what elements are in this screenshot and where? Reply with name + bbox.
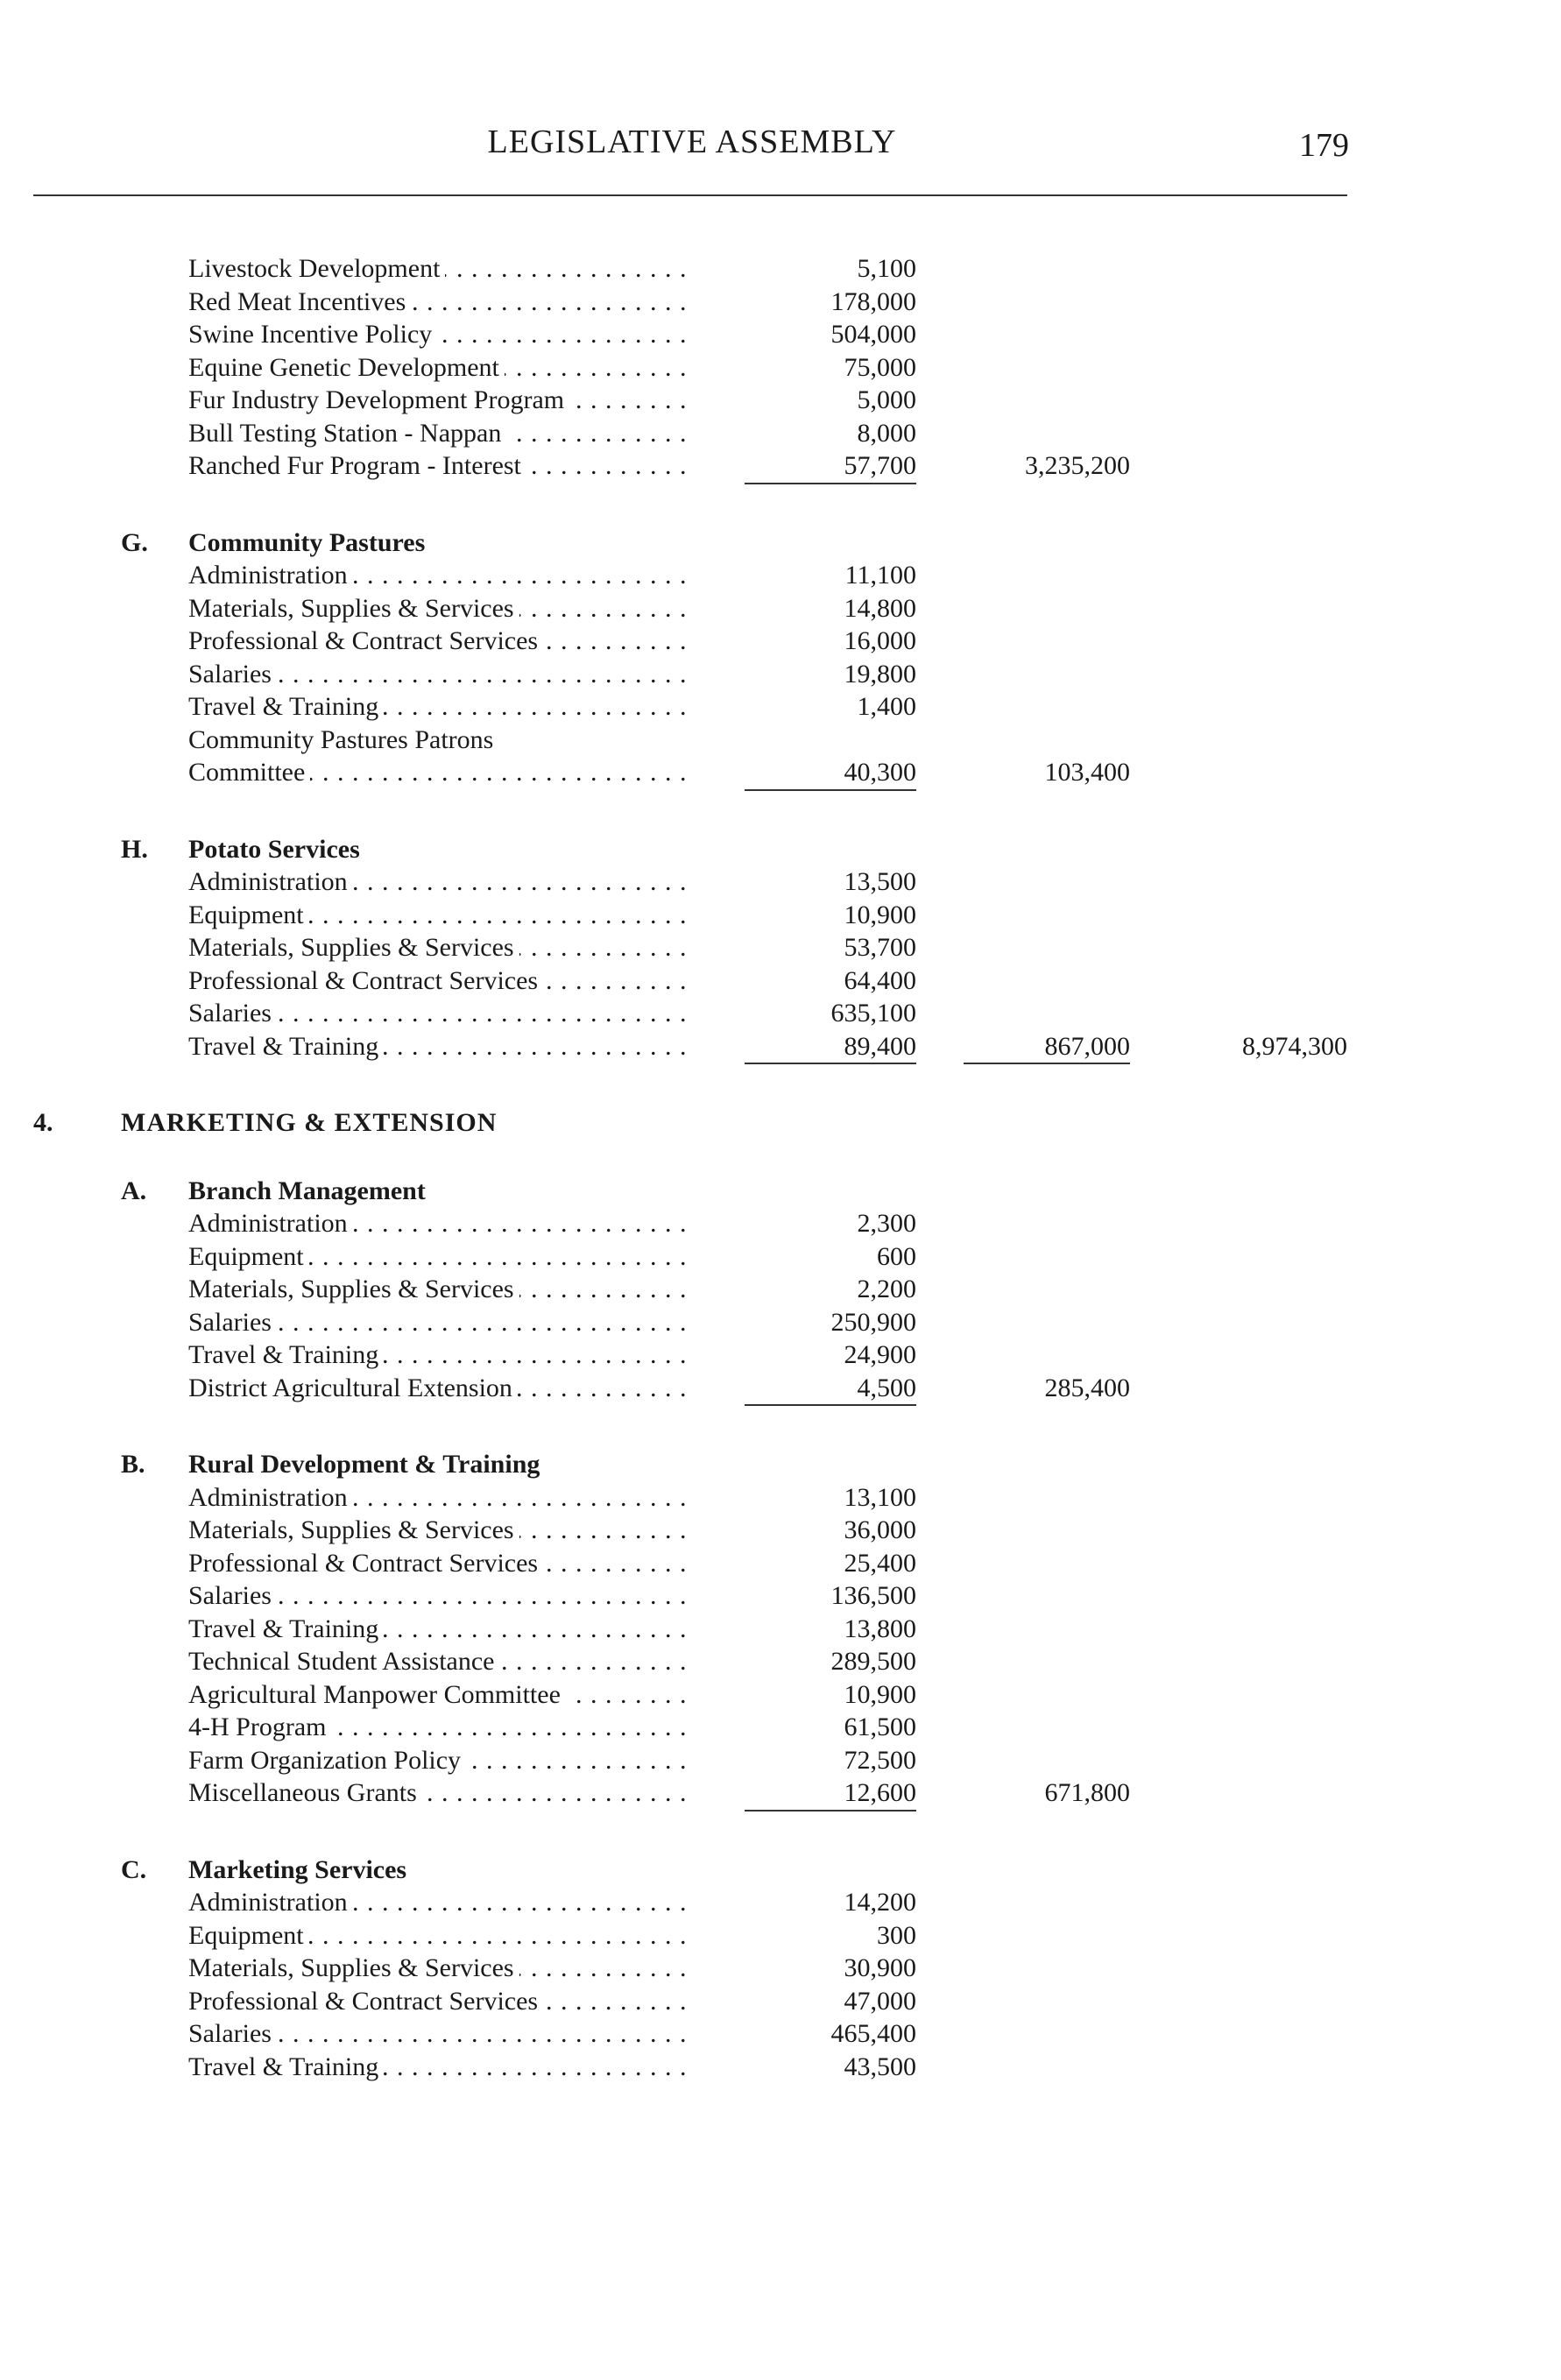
item-amount: 504,000 — [830, 320, 916, 349]
item-amount: 5,100 — [857, 254, 916, 283]
section-letter: H. — [121, 834, 148, 864]
item-amount: 300 — [877, 1920, 916, 1950]
section-letter: G. — [121, 527, 148, 557]
item-label: Professional & Contract Services — [188, 966, 543, 995]
item-label: Livestock Development — [188, 254, 445, 283]
item-label: Administration — [188, 1483, 353, 1512]
line-item — [0, 1744, 1561, 1777]
section-heading — [0, 526, 1561, 560]
line-item — [0, 252, 1561, 286]
page-header — [0, 0, 1561, 201]
item-label: Administration — [188, 867, 353, 896]
item-amount: 1,400 — [857, 692, 916, 721]
item-label: Travel & Training — [188, 1032, 384, 1061]
item-amount: 600 — [877, 1241, 916, 1271]
item-amount: 5,000 — [857, 385, 916, 414]
line-item — [0, 449, 1561, 483]
item-amount: 72,500 — [844, 1745, 916, 1775]
item-label: Farm Organization Policy — [188, 1746, 466, 1775]
line-item — [0, 1547, 1561, 1580]
section-subtotal: 867,000 — [964, 1030, 1130, 1065]
item-label: Bull Testing Station - Nappan — [188, 419, 506, 448]
item-label: Equipment — [188, 1242, 309, 1271]
item-amount: 25,400 — [844, 1548, 916, 1578]
line-item — [0, 1579, 1561, 1613]
item-label: Committee — [188, 758, 310, 787]
line-item — [0, 997, 1561, 1030]
line-item — [0, 1240, 1561, 1274]
header-rule — [33, 194, 1347, 196]
line-item — [0, 559, 1561, 592]
line-item — [0, 1372, 1561, 1405]
line-item — [0, 1613, 1561, 1646]
line-item — [0, 592, 1561, 625]
item-amount: 250,900 — [830, 1307, 916, 1337]
item-amount: 24,900 — [844, 1340, 916, 1369]
item-label: Professional & Contract Services — [188, 1549, 543, 1578]
item-amount: 53,700 — [844, 933, 916, 962]
section-letter: C. — [121, 1854, 147, 1884]
section-title: Rural Development & Training — [188, 1450, 540, 1479]
line-item — [0, 1273, 1561, 1306]
item-label: Travel & Training — [188, 1614, 384, 1643]
item-amount: 10,900 — [844, 1679, 916, 1709]
item-label: Red Meat Incentives — [188, 287, 411, 316]
line-item — [0, 690, 1561, 724]
item-label: Materials, Supplies & Services — [188, 594, 519, 623]
item-label: Materials, Supplies & Services — [188, 1275, 519, 1303]
section-title: Community Pastures — [188, 527, 426, 557]
line-item — [0, 2017, 1561, 2051]
item-label: Materials, Supplies & Services — [188, 933, 519, 962]
item-label: Salaries — [188, 1308, 277, 1337]
item-amount: 19,800 — [844, 659, 916, 689]
item-amount: 13,800 — [844, 1614, 916, 1643]
item-amount: 12,600 — [745, 1776, 916, 1811]
line-item — [0, 1776, 1561, 1810]
item-amount: 4,500 — [745, 1372, 916, 1407]
section-c — [0, 1854, 1561, 2084]
item-label: Administration — [188, 1888, 353, 1917]
section-subtotal: 285,400 — [1044, 1373, 1130, 1402]
estimates-table — [0, 252, 1561, 2083]
section-g — [0, 526, 1561, 789]
line-item — [0, 1207, 1561, 1240]
item-label: Professional & Contract Services — [188, 1987, 543, 2016]
item-amount: 14,200 — [844, 1888, 916, 1917]
section-subtotal: 671,800 — [1044, 1778, 1130, 1807]
item-amount: 43,500 — [844, 2052, 916, 2081]
line-item — [0, 351, 1561, 385]
item-label: Equipment — [188, 900, 309, 929]
item-label: Agricultural Manpower Committee — [188, 1680, 566, 1709]
section-b — [0, 1448, 1561, 1810]
main-section-number: 4. — [33, 1108, 53, 1137]
section-subtotal: 3,235,200 — [1025, 451, 1130, 480]
line-item — [0, 1678, 1561, 1712]
item-label: Administration — [188, 561, 353, 590]
section-heading — [0, 1448, 1561, 1481]
item-amount: 2,200 — [857, 1275, 916, 1303]
section-subtotal: 103,400 — [1044, 758, 1130, 787]
line-item — [0, 1481, 1561, 1515]
item-label: Fur Industry Development Program — [188, 385, 569, 414]
item-amount: 11,100 — [844, 561, 916, 590]
section-heading — [0, 833, 1561, 866]
line-item — [0, 658, 1561, 691]
running-head: LEGISLATIVE ASSEMBLY — [487, 124, 897, 160]
item-amount: 61,500 — [844, 1713, 916, 1741]
line-item — [0, 756, 1561, 789]
line-item — [0, 931, 1561, 964]
line-item — [0, 1985, 1561, 2018]
item-amount: 136,500 — [830, 1581, 916, 1610]
item-amount: 13,100 — [844, 1482, 916, 1512]
section-title: Marketing Services — [188, 1854, 407, 1884]
item-label: 4-H Program — [188, 1713, 331, 1741]
line-item — [0, 1919, 1561, 1953]
item-amount: 13,500 — [844, 867, 916, 896]
item-label: Equipment — [188, 1921, 309, 1950]
item-label: Salaries — [188, 1581, 277, 1610]
item-label: Professional & Contract Services — [188, 626, 543, 655]
item-label: Miscellaneous Grants — [188, 1778, 422, 1807]
page-number: 179 — [1299, 127, 1349, 164]
item-amount: 36,000 — [844, 1515, 916, 1544]
section-a — [0, 1175, 1561, 1405]
item-amount: 75,000 — [844, 352, 916, 382]
line-item — [0, 1886, 1561, 1919]
item-label: Salaries — [188, 660, 277, 689]
item-amount: 465,400 — [830, 2019, 916, 2048]
line-item — [0, 899, 1561, 932]
item-label: District Agricultural Extension — [188, 1374, 518, 1402]
program-total: 8,974,300 — [1242, 1031, 1347, 1061]
item-amount: 47,000 — [844, 1986, 916, 2016]
item-label: Swine Incentive Policy — [188, 320, 437, 349]
item-label: Ranched Fur Program - Interest — [188, 451, 526, 480]
section-heading — [0, 1175, 1561, 1208]
line-item — [0, 1514, 1561, 1547]
line-item — [0, 1030, 1561, 1063]
line-item — [0, 1306, 1561, 1339]
line-item-continued — [0, 724, 1561, 757]
item-label: Salaries — [188, 999, 277, 1028]
main-section-title: MARKETING & EXTENSION — [121, 1108, 498, 1137]
item-label: Materials, Supplies & Services — [188, 1953, 519, 1982]
main-section-heading — [0, 1106, 1561, 1140]
item-label: Materials, Supplies & Services — [188, 1515, 519, 1544]
line-item — [0, 318, 1561, 351]
item-label: Travel & Training — [188, 2052, 384, 2081]
item-amount: 178,000 — [830, 286, 916, 316]
item-label: Technical Student Assistance — [188, 1647, 499, 1676]
line-item — [0, 1711, 1561, 1744]
line-item — [0, 1338, 1561, 1372]
item-label: Travel & Training — [188, 692, 384, 721]
section-letter: A. — [121, 1176, 147, 1205]
line-item — [0, 964, 1561, 998]
line-item — [0, 384, 1561, 417]
item-amount: 57,700 — [745, 449, 916, 484]
item-amount: 635,100 — [830, 999, 916, 1028]
line-item — [0, 1645, 1561, 1678]
line-item — [0, 417, 1561, 450]
item-amount: 289,500 — [830, 1647, 916, 1676]
item-amount: 14,800 — [844, 593, 916, 623]
line-item — [0, 2051, 1561, 2084]
line-item — [0, 625, 1561, 658]
item-amount: 2,300 — [857, 1209, 916, 1238]
section-heading — [0, 1854, 1561, 1887]
item-label: Travel & Training — [188, 1340, 384, 1369]
item-label: Community Pastures Patrons — [188, 724, 494, 754]
item-amount: 8,000 — [857, 418, 916, 448]
item-label: Administration — [188, 1209, 353, 1238]
item-amount: 64,400 — [844, 965, 916, 995]
item-amount: 10,900 — [844, 900, 916, 929]
section-title: Potato Services — [188, 834, 360, 864]
line-item — [0, 1952, 1561, 1985]
item-amount: 40,300 — [745, 756, 916, 791]
item-label: Equine Genetic Development — [188, 353, 505, 382]
section-letter: B. — [121, 1450, 145, 1479]
item-amount: 16,000 — [844, 626, 916, 655]
item-label: Salaries — [188, 2019, 277, 2048]
item-amount: 89,400 — [745, 1030, 916, 1065]
section-h — [0, 833, 1561, 1063]
section-title: Branch Management — [188, 1176, 426, 1205]
line-item — [0, 286, 1561, 319]
line-item — [0, 865, 1561, 899]
section-f-continued — [0, 252, 1561, 483]
item-amount: 30,900 — [844, 1953, 916, 1982]
